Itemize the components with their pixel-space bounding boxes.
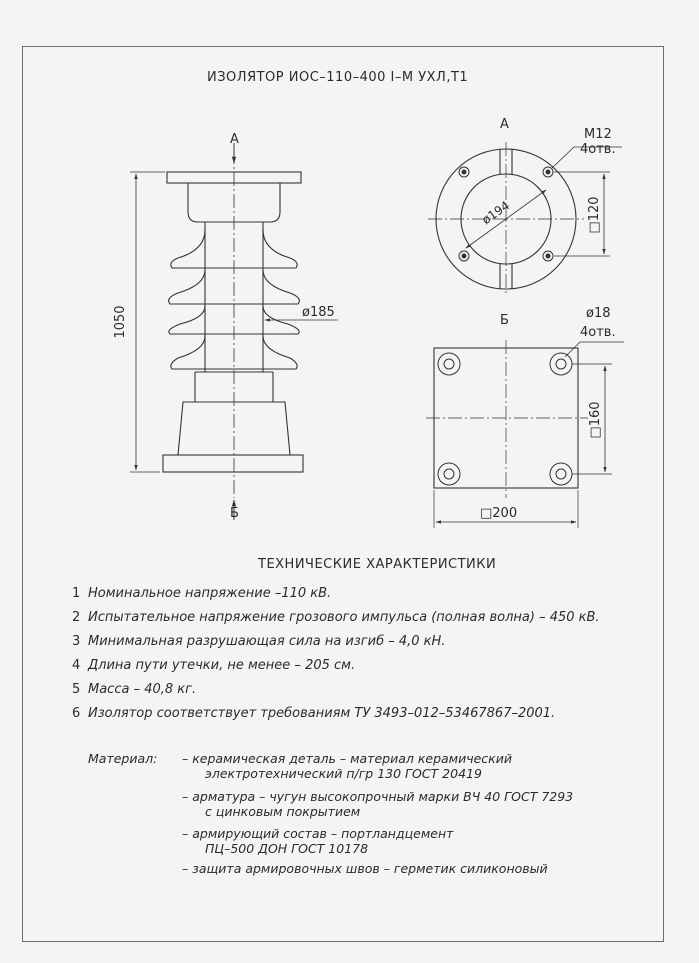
- insulator-side-view: [130, 143, 338, 520]
- document-title: ИЗОЛЯТОР ИОС–110–400 I–М УХЛ,Т1: [207, 70, 469, 85]
- height-dimension-label: 1050: [113, 305, 128, 339]
- material-line: – защита армировочных швов – герметик силиконовый: [182, 861, 548, 876]
- top-square-label: □120: [587, 196, 602, 234]
- section-a-label-side: А: [230, 132, 239, 147]
- spec-item: 4 Длина пути утечки, не менее – 205 см.: [72, 658, 356, 673]
- material-line: электротехнический п/гр 130 ГОСТ 20419: [205, 766, 482, 781]
- top-holes-label: 4отв.: [580, 142, 616, 157]
- top-view-title: А: [500, 117, 509, 132]
- material-line: – керамическая деталь – материал керамический: [182, 751, 512, 766]
- bottom-hole-dia-label: ø18: [586, 306, 611, 321]
- spec-item: 2 Испытательное напряжение грозового импульса (полная волна) – 450 кВ.: [72, 610, 600, 625]
- bottom-outer-label: □200: [480, 506, 518, 521]
- material-label: Материал:: [88, 751, 158, 766]
- spec-item: 5 Масса – 40,8 кг.: [72, 682, 197, 697]
- material-line: с цинковым покрытием: [205, 804, 361, 819]
- bottom-square-label: □160: [588, 401, 603, 439]
- material-line: – армирующий состав – портландцемент: [182, 826, 454, 841]
- bottom-view-title: Б: [500, 313, 509, 328]
- shed-diameter-label: ø185: [302, 305, 335, 320]
- specs-heading: ТЕХНИЧЕСКИЕ ХАРАКТЕРИСТИКИ: [258, 557, 497, 572]
- material-line: ПЦ–500 ДОН ГОСТ 10178: [205, 841, 369, 856]
- section-b-label-side: Б: [230, 506, 239, 521]
- bottom-holes-label: 4отв.: [580, 325, 616, 340]
- spec-item: 6 Изолятор соответствует требованиям ТУ 3493–012–53467867–2001.: [72, 706, 556, 721]
- spec-item: 3 Минимальная разрушающая сила на изгиб – 4,0 кН.: [72, 634, 446, 649]
- spec-item: 1 Номинальное напряжение –110 кВ.: [72, 586, 332, 601]
- top-thread-label: М12: [584, 127, 612, 142]
- material-line: – арматура – чугун высокопрочный марки ВЧ 40 ГОСТ 7293: [182, 789, 574, 804]
- bolt-circle-label: ø194: [479, 198, 513, 228]
